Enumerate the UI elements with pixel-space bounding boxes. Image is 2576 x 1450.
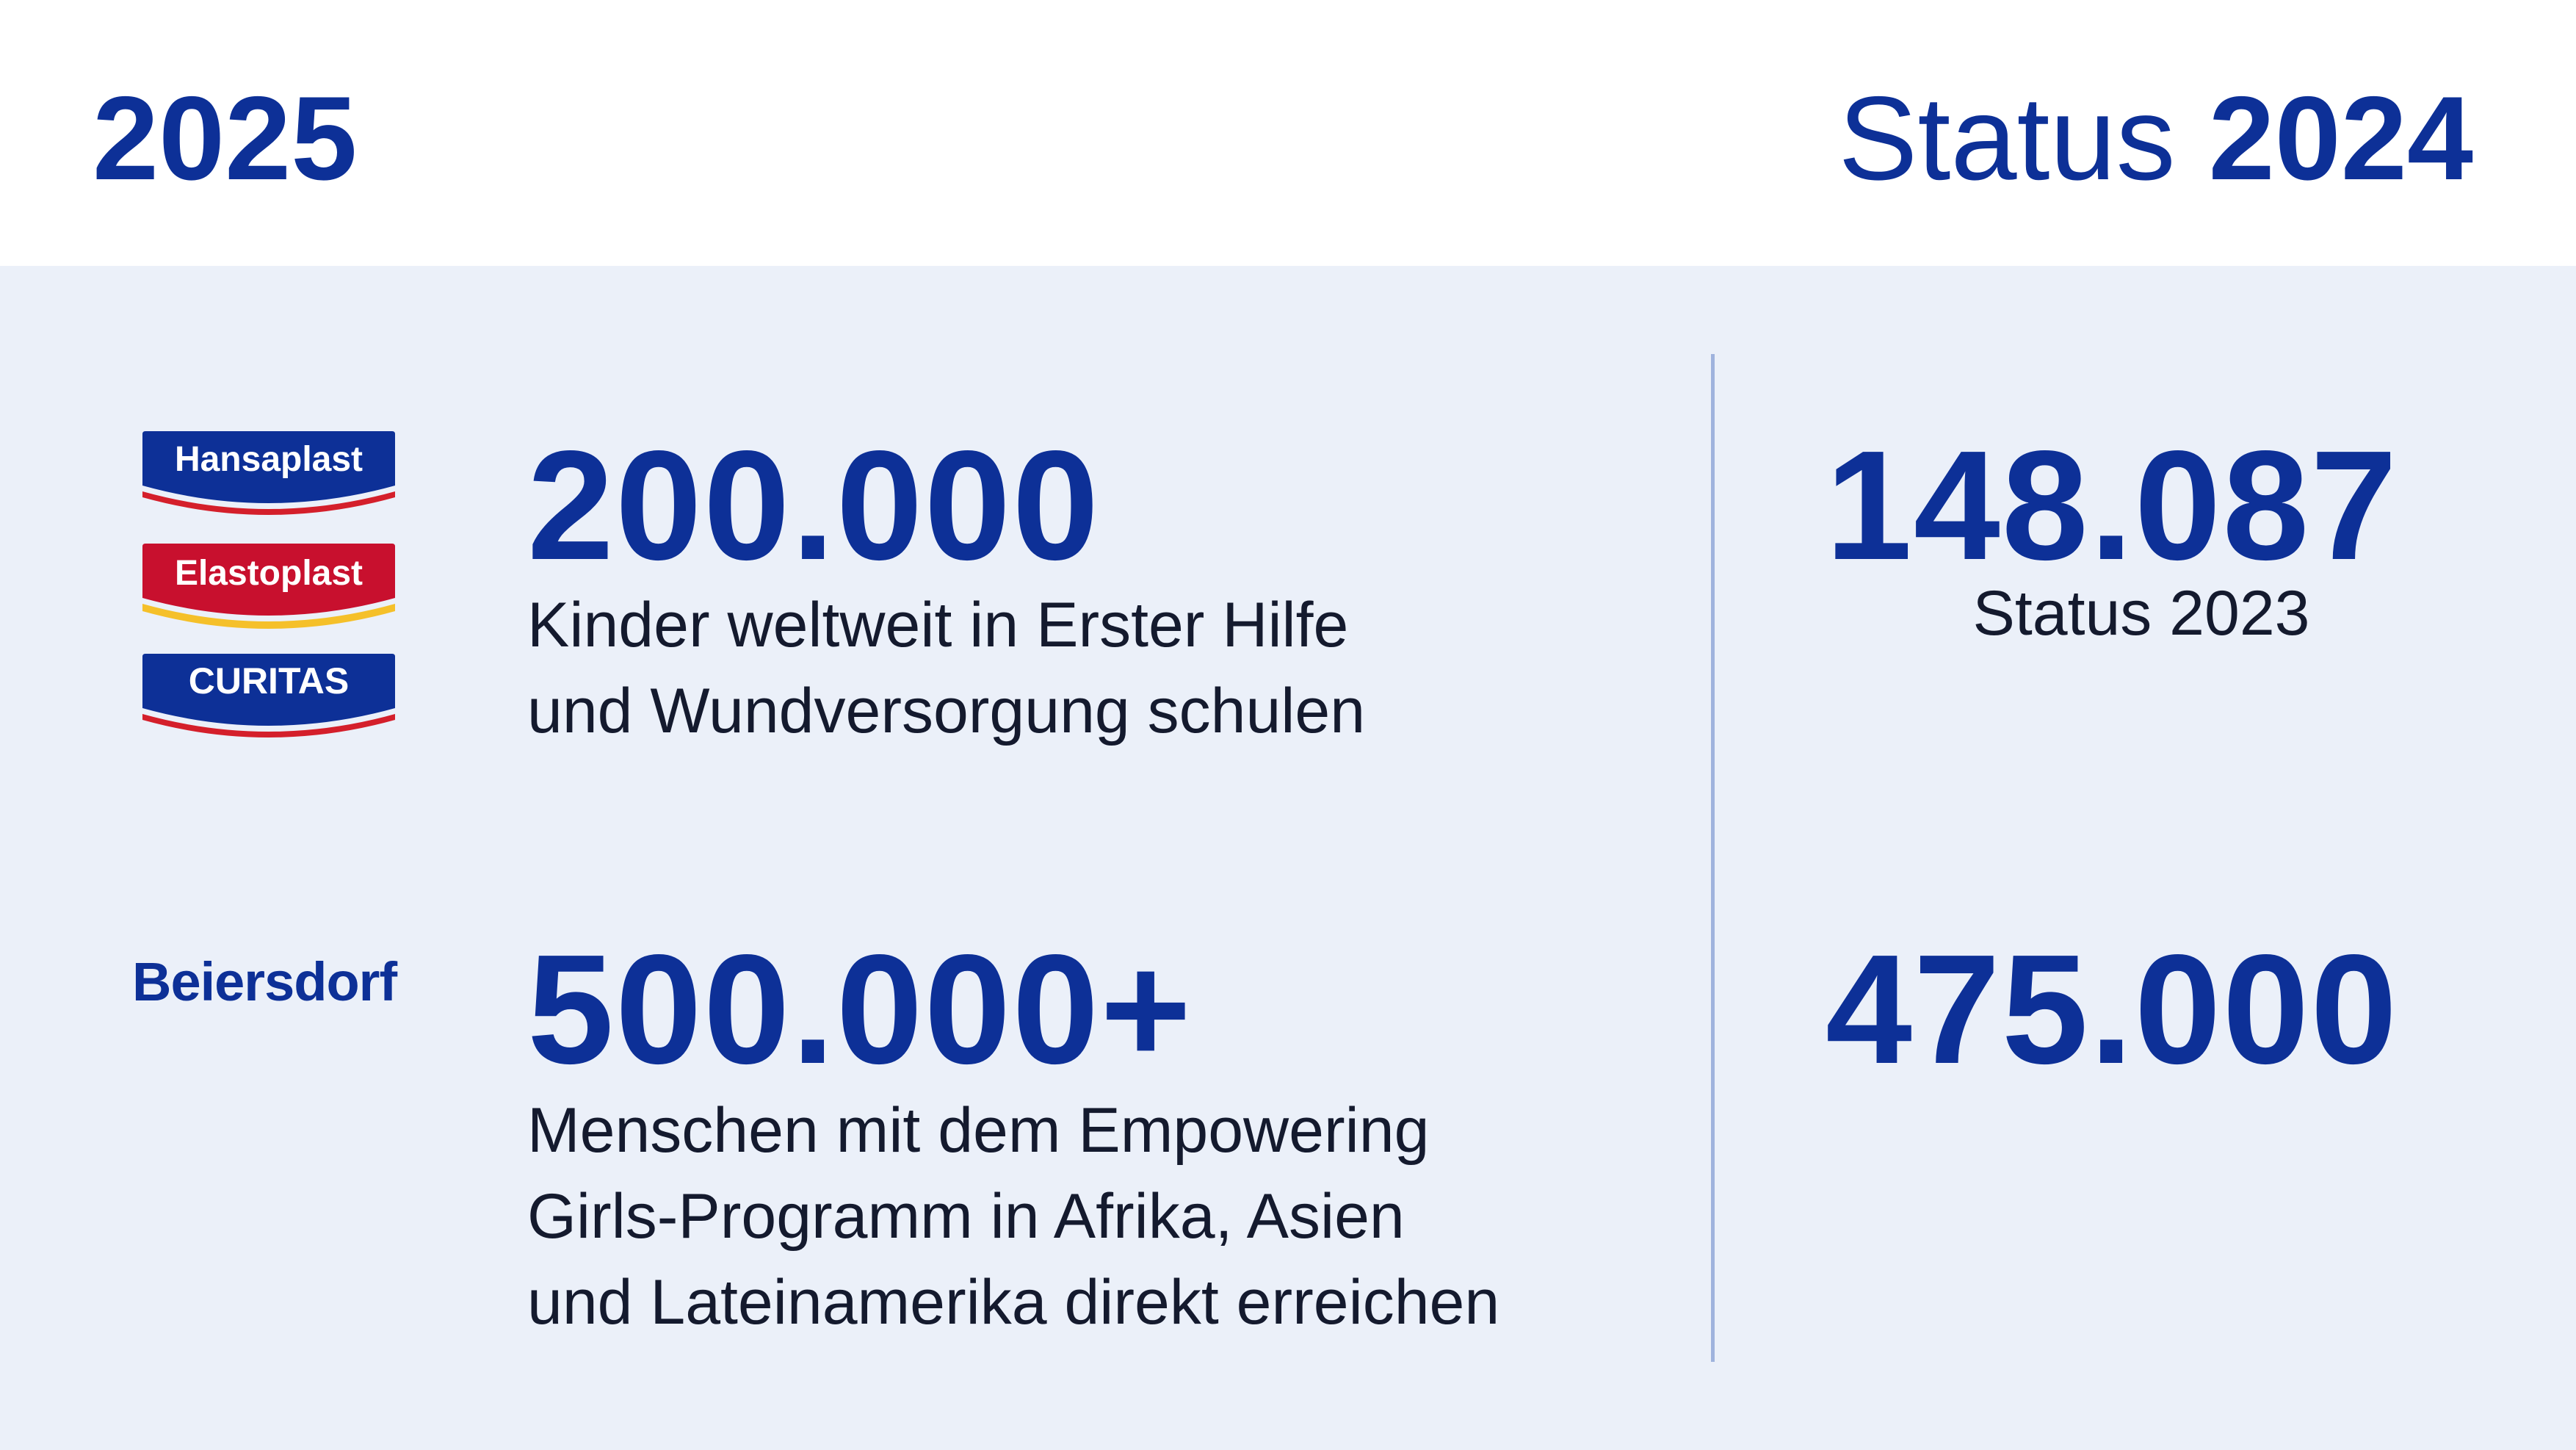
description-line: Menschen mit dem Empowering bbox=[527, 1095, 1430, 1166]
status-value-children: 148.087 bbox=[1826, 418, 2399, 592]
hansaplast-logo bbox=[137, 430, 401, 527]
goal-year-heading: 2025 bbox=[93, 72, 358, 205]
status-year-heading bbox=[1838, 72, 2473, 205]
status-note-2023: Status 2023 bbox=[1972, 578, 2310, 649]
elastoplast-wordmark: Elastoplast bbox=[174, 554, 363, 593]
curitas-logo bbox=[137, 652, 401, 749]
column-divider bbox=[1711, 354, 1715, 1362]
target-description-people bbox=[527, 1088, 1499, 1346]
description-line: und Lateinamerika direkt erreichen bbox=[527, 1267, 1500, 1338]
target-value-people: 500.000+ bbox=[527, 922, 1193, 1096]
beiersdorf-logo: Beiersdorf bbox=[132, 951, 397, 1012]
hansaplast-wordmark: Hansaplast bbox=[174, 440, 363, 479]
target-value-children: 200.000 bbox=[527, 418, 1101, 592]
status-value-people: 475.000 bbox=[1826, 922, 2399, 1096]
description-line: Girls-Programm in Afrika, Asien bbox=[527, 1181, 1405, 1252]
description-line: und Wundversorgung schulen bbox=[527, 676, 1366, 746]
status-word: Status bbox=[1838, 72, 2176, 205]
description-line: Kinder weltweit in Erster Hilfe bbox=[527, 590, 1349, 660]
elastoplast-logo bbox=[137, 542, 401, 639]
target-description-children bbox=[527, 582, 1365, 754]
status-year: 2024 bbox=[2208, 72, 2473, 205]
header bbox=[0, 0, 2576, 266]
curitas-wordmark: CURITAS bbox=[188, 660, 350, 701]
